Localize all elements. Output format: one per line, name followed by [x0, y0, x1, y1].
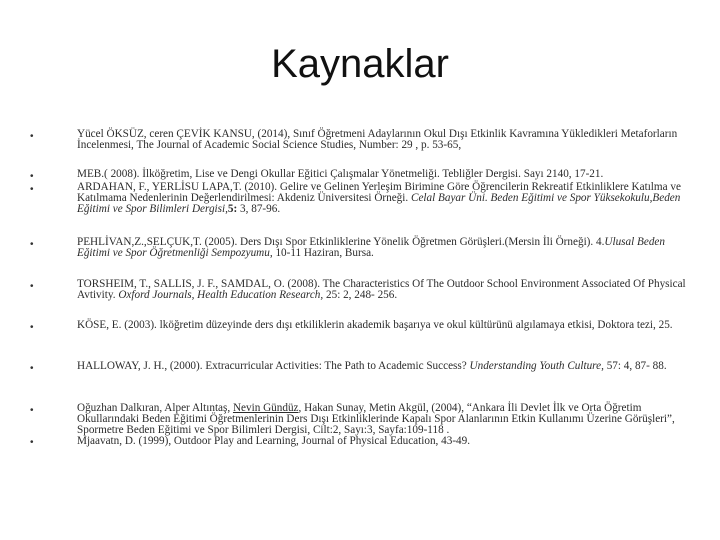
reference-9: Mjaavatn, D. (1999), Outdoor Play and Learning, Journal of Physical Education, 43-49. [77, 435, 471, 447]
bullet-4: • [30, 239, 34, 250]
reference-7-journal: Understanding Youth Culture, [469, 360, 604, 372]
reference-8-rest: , Hakan Sunay, Metin Akgül, (2004), “Ankara İli Devlet İlk ve Orta Öğretim Okullarındaki Beden Eğitimi Öğretmenlerinin Ders Dışı Etkinliklerinde Kapalı Spor Alanlarının Etkin Kullanımı Üzerine Görüşleri”, Spormetre Beden Eğitimi ve Spor Bilimleri Dergisi, Cilt:2, Sayı:3, Sayfa:109-118 . [77, 402, 675, 436]
reference-1: Yücel ÖKSÜZ, ceren ÇEVİK KANSU, (2014), Sınıf Öğretmeni Adaylarının Okul Dışı Etkinlik Kavramına Yükledikleri Metaforların İncelenmesi, The Journal of Academic Social Science Studies, Number: 29 , p. 53-65, [77, 128, 678, 151]
reference-5-journal: Oxford Journals, Health Education Research, [118, 289, 324, 301]
reference-7-text: HALLOWAY, J. H., (2000). Extracurricular Activities: The Path to Academic Success? [77, 360, 470, 372]
reference-7-pages: 57: 4, 87- 88. [603, 360, 667, 372]
reference-6: KÖSE, E. (2003). lköğretim düzeyinde ders dışı etkiliklerin akademik başarıya ve okul kültürünü algılamaya etkisi, Doktora tezi, 25. [77, 319, 673, 331]
bullet-1: • [30, 131, 34, 142]
reference-3 [77, 182, 687, 215]
reference-8 [77, 403, 687, 436]
reference-5-pages: 25: 2, 248- 256. [323, 289, 398, 301]
reference-3-journal: Celal Bayar Üni. Beden Eğitimi ve Spor Yüksekokulu,Beden Eğitimi ve Spor Bilimleri Dergisi, [77, 192, 681, 215]
reference-5-text: TORSHEIM, T., SALLIS, J. F., SAMDAL, O. (2008). The Characteristics Of The Outdoor School Environment Associated Of Physical Avtivity. [77, 278, 686, 301]
bullet-5: • [30, 281, 34, 292]
reference-8-text: Oğuzhan Dalkıran, Alper Altıntaş, [77, 402, 233, 414]
page-title: Kaynaklar [271, 42, 449, 86]
reference-3-volume: 5: [227, 203, 238, 215]
reference-3-pages: 3, 87-96. [237, 203, 281, 215]
reference-8-underlined-author: Nevin Gündüz [232, 402, 299, 414]
bullet-6: • [30, 322, 34, 333]
bullet-3: • [30, 184, 34, 195]
reference-4-journal: Ulusal Beden Eğitimi ve Spor Öğretmenliği Sempozyumu, [77, 236, 665, 259]
reference-2 [77, 169, 687, 180]
reference-4 [77, 237, 687, 259]
bullet-8: • [30, 405, 34, 416]
reference-4-pages: 10-11 Haziran, Bursa. [272, 247, 374, 259]
reference-5 [77, 279, 687, 301]
reference-4-text: PEHLİVAN,Z.,SELÇUK,T. (2005). Ders Dışı Spor Etkinliklerine Yönelik Öğretmen Görüşleri.(Mersin İli Örneği). 4. [77, 236, 605, 248]
reference-2-text: MEB.( 2008). İlköğretim, Lise ve Dengi Okullar Eğitici Çalışmalar Yönetmeliği. Tebliğler Dergisi. Sayı 2140, 17-21. [77, 168, 604, 180]
bullet-7: • [30, 363, 34, 374]
reference-3-text: ARDAHAN, F., YERLİSU LAPA,T. (2010). Gelire ve Gelinen Yerleşim Birimine Göre Öğrencilerin Rekreatif Etkinliklere Katılma ve Katılmama Nedenlerinin Değerlendirilmesi: Akdeniz Üniversitesi Örneği. [77, 181, 681, 204]
bullet-2: • [30, 171, 34, 182]
reference-7 [77, 361, 687, 372]
bullet-9: • [30, 437, 34, 448]
